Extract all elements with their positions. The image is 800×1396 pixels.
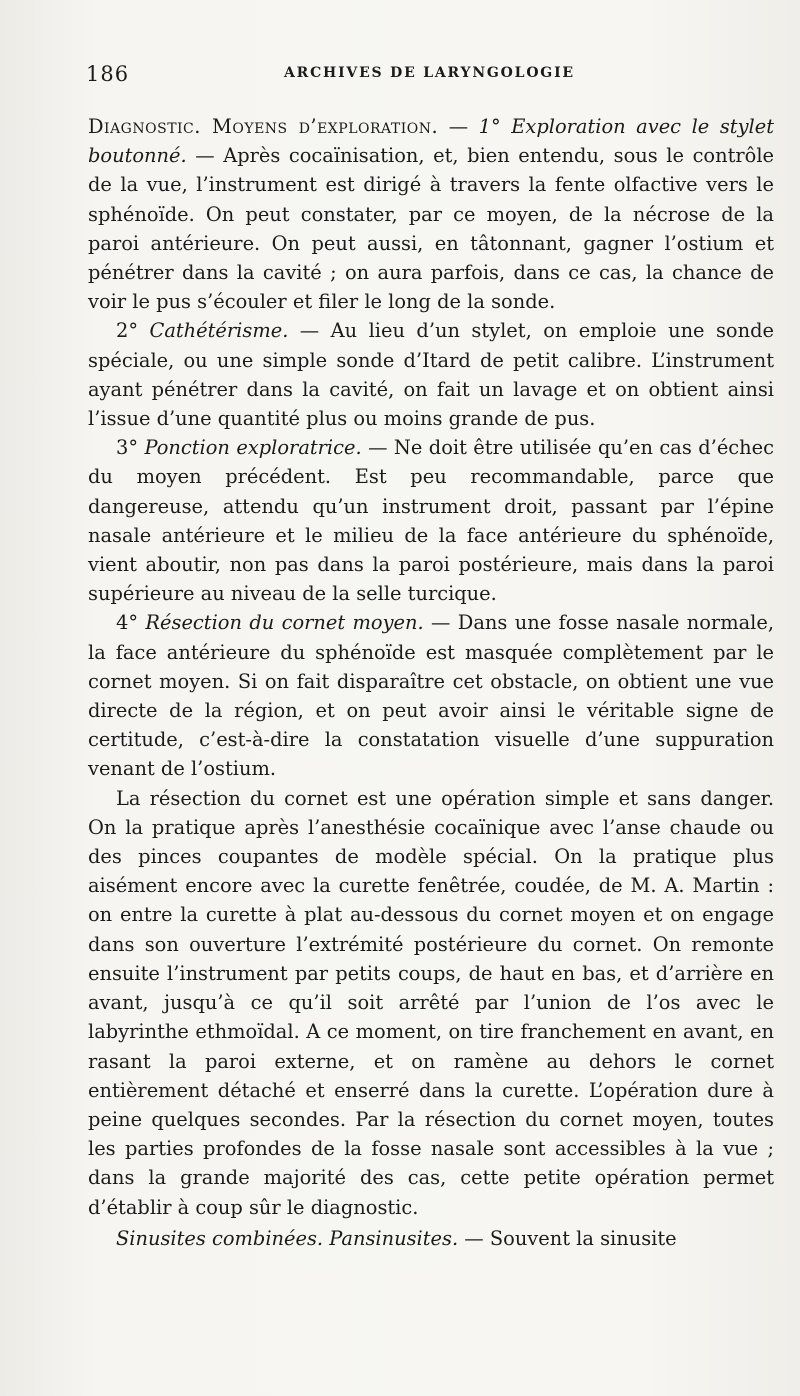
paragraph-ponction bbox=[88, 433, 774, 608]
subsection-title: Résection du cornet moyen. bbox=[145, 611, 424, 635]
paragraph-text: — Ne doit être utilisée qu’en cas d’échec du moyen précédent. Est peu recommandable, parce que dangereuse, attendu qu’un instrument droit, passant par l’épine nasale antérieure et le milieu de la face antérieure du sphénoïde, vient aboutir, non pas dans la paroi postérieure, mais dans la paroi supérieure au niveau de la selle turcique. bbox=[88, 436, 774, 606]
paragraph-text: La résection du cornet est une opération simple et sans danger. On la pratique après l’anesthésie cocaïnique avec l’anse chaude ou des pinces coupantes de modèle spécial. On la pratique plus aisément encore avec la curette fenêtrée, coudée, de M. A. Martin : on entre la curette à plat au-dessous du cornet moyen et on engage dans son ouverture l’extrémité postérieure du cornet. On remonte ensuite l’instrument par petits coups, de haut en bas, et d’arrière en avant, jusqu’à ce qu’il soit arrêté par l’union de l’os avec le labyrinthe ethmoïdal. A ce moment, on tire franchement en avant, en rasant la paroi externe, et on ramène au dehors le cornet entièrement détaché et enserré dans la curette. L’opération dure à peine quelques secondes. Par la résection du cornet moyen, toutes les parties profondes de la fosse nasale sont accessibles à la vue ; dans la grande majorité des cas, cette petite opération permet d’établir à coup sûr le diagnostic. bbox=[88, 786, 774, 1219]
paragraph-exploration-stylet bbox=[88, 112, 774, 316]
page-number: 186 bbox=[86, 62, 130, 86]
paragraph-text: — Au lieu d’un stylet, on emploie une sonde spéciale, ou une simple sonde d’Itard de petit calibre. L’instrument ayant pénétrer dans la cavité, on fait un lavage et on obtient ainsi l’issue d’une quantité plus ou moins grande de pus. bbox=[88, 319, 774, 431]
heading-dash: — bbox=[438, 115, 479, 138]
paragraph-sinusites-combinees bbox=[88, 1224, 774, 1253]
subsection-title: Cathétérisme. bbox=[149, 319, 289, 343]
paragraph-text: — Souvent la sinusite bbox=[458, 1226, 677, 1250]
paragraph-catheterisme bbox=[88, 316, 774, 433]
paragraph-resection bbox=[88, 608, 774, 783]
paragraph-text: — Après cocaïnisation, et, bien entendu, sous le contrôle de la vue, l’instrument est dirigé à travers la fente olfactive vers le sphénoïde. On peut constater, par ce moyen, de la nécrose de la paroi antérieure. On peut aussi, en tâtonnant, gagner l’ostium et pénétrer dans la cavité ; on aura parfois, dans ce cas, la chance de voir le pus s’écouler et filer le long de la sonde. bbox=[88, 144, 774, 314]
running-head: ARCHIVES DE LARYNGOLOGIE bbox=[284, 65, 575, 81]
subsection-title: Sinusites combinées. Pansinusites. bbox=[116, 1226, 459, 1250]
paragraph-text: — Dans une fosse nasale normale, la face antérieure du sphénoïde est masquée complètement par le cornet moyen. Si on fait disparaître cet obstacle, on obtient une vue directe de la région, et on peut avoir ainsi le véritable signe de certitude, c’est-à-dire la constatation visuelle d’une suppuration venant de l’ostium. bbox=[88, 611, 774, 781]
paragraph-resection-details bbox=[88, 784, 774, 1222]
page-header bbox=[86, 62, 786, 86]
item-number: 3° bbox=[116, 436, 145, 460]
page-body bbox=[88, 112, 774, 1253]
subsection-title: Ponction exploratrice. bbox=[144, 436, 362, 460]
subsection-title: 1° Exploration avec le stylet boutonné. bbox=[88, 115, 775, 168]
section-heading: Diagnostic. Moyens d’exploration. bbox=[88, 115, 439, 138]
item-number: 4° bbox=[116, 611, 146, 635]
item-number: 2° bbox=[116, 319, 150, 343]
